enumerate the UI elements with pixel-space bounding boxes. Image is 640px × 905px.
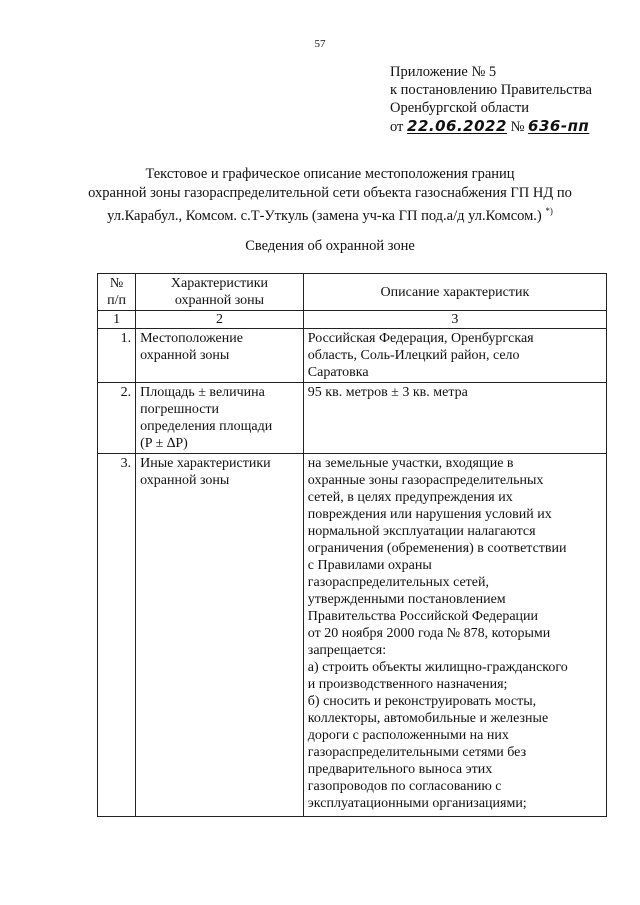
title-line-2: охранной зоны газораспределительной сети объекта газоснабжения ГП НД по — [88, 184, 572, 201]
cell-line: от 20 ноября 2000 года № 878, которыми — [307, 626, 551, 641]
cell-line: Правительства Российской Федерации — [307, 609, 539, 624]
appendix-date-line — [390, 117, 598, 136]
row-characteristic — [136, 329, 304, 383]
cell-line: запрещается: — [307, 643, 387, 658]
cell-line: охранной зоны — [140, 473, 230, 488]
number-sign: № — [510, 119, 525, 135]
appendix-line-1: Приложение № 5 — [390, 64, 497, 80]
appendix-line-3: Оренбургской области — [390, 100, 530, 116]
cell-line: с Правилами охраны — [307, 558, 432, 573]
table-row — [98, 383, 607, 454]
cell-line: область, Соль-Илецкий район, село — [307, 348, 520, 363]
date-prefix: от — [390, 119, 404, 135]
row-num: 1. — [98, 329, 136, 383]
appendix-line-2: к постановлению Правительства — [390, 82, 592, 98]
handwritten-date: 22.06.2022 — [407, 117, 507, 135]
zone-info-table — [97, 273, 607, 817]
row-num: 2. — [98, 383, 136, 454]
cell-line: и производственного назначения; — [307, 677, 508, 692]
cell-line: б) сносить и реконструировать мосты, — [307, 694, 537, 709]
document-title — [60, 165, 600, 225]
cell-line: газопроводов по согласованию с — [307, 779, 502, 794]
cell-line: предварительного выноса этих — [307, 762, 493, 777]
header-description: Описание характеристик — [303, 274, 606, 311]
cell-line: сетей, в целях предупреждения их — [307, 490, 513, 505]
row-description — [303, 383, 606, 454]
cell-line: Российская Федерация, Оренбургская — [307, 331, 534, 346]
header-char-line-2: охранной зоны — [174, 293, 265, 308]
cell-line: коллекторы, автомобильные и железные — [307, 711, 549, 726]
cell-line: охранной зоны — [140, 348, 230, 363]
cell-line: погрешности — [140, 402, 220, 417]
column-number-2: 2 — [136, 311, 304, 329]
cell-line: дороги с расположенными на них — [307, 728, 509, 743]
cell-line: газораспределительными сетями без — [307, 745, 527, 760]
cell-line: нормальной эксплуатации налагаются — [307, 524, 536, 539]
title-line-3 — [60, 202, 600, 225]
cell-line: а) строить объекты жилищно-гражданского — [307, 660, 568, 675]
cell-line: на земельные участки, входящие в — [307, 456, 514, 471]
cell-line: Площадь ± величина — [140, 385, 265, 400]
header-char-line-1: Характеристики — [170, 276, 269, 291]
table-header-row — [98, 274, 607, 311]
row-description — [303, 454, 606, 817]
title-line-1: Текстовое и графическое описание местоположения границ — [145, 166, 515, 182]
section-subtitle: Сведения об охранной зоне — [245, 238, 415, 254]
table-row — [98, 454, 607, 817]
cell-line: Местоположение — [140, 331, 243, 346]
header-characteristic — [136, 274, 304, 311]
cell-line: газораспределительных сетей, — [307, 575, 489, 590]
column-number-3: 3 — [303, 311, 606, 329]
cell-line: Иные характеристики — [140, 456, 271, 471]
table-row — [98, 329, 607, 383]
cell-line: Саратовка — [307, 365, 369, 380]
row-characteristic — [136, 454, 304, 817]
cell-line: 95 кв. метров ± 3 кв. метра — [307, 385, 468, 400]
header-num-line-2: п/п — [107, 293, 126, 308]
row-characteristic — [136, 383, 304, 454]
page-number: 57 — [314, 38, 326, 50]
row-description — [303, 329, 606, 383]
header-num-line-1: № — [109, 276, 124, 291]
cell-line: утвержденными постановлением — [307, 592, 506, 607]
cell-line: повреждения или нарушения условий их — [307, 507, 552, 522]
handwritten-number: 636-пп — [528, 117, 590, 135]
appendix-block — [390, 63, 598, 136]
cell-line: ограничения (обременения) в соответствии — [307, 541, 567, 556]
cell-line: охранные зоны газораспределительных — [307, 473, 544, 488]
title-line-3-text: ул.Карабул., Комсом. с.Т-Уткуль (замена уч-ка ГП под.а/д ул.Комсом.) — [107, 207, 542, 224]
row-num: 3. — [98, 454, 136, 817]
column-number-row — [98, 311, 607, 329]
column-number-1: 1 — [98, 311, 136, 329]
cell-line: определения площади — [140, 419, 273, 434]
header-num — [98, 274, 136, 311]
cell-line: эксплуатационными организациями; — [307, 796, 527, 811]
cell-line: (P ± ∆P) — [140, 436, 188, 451]
footnote-mark: *) — [545, 206, 553, 216]
